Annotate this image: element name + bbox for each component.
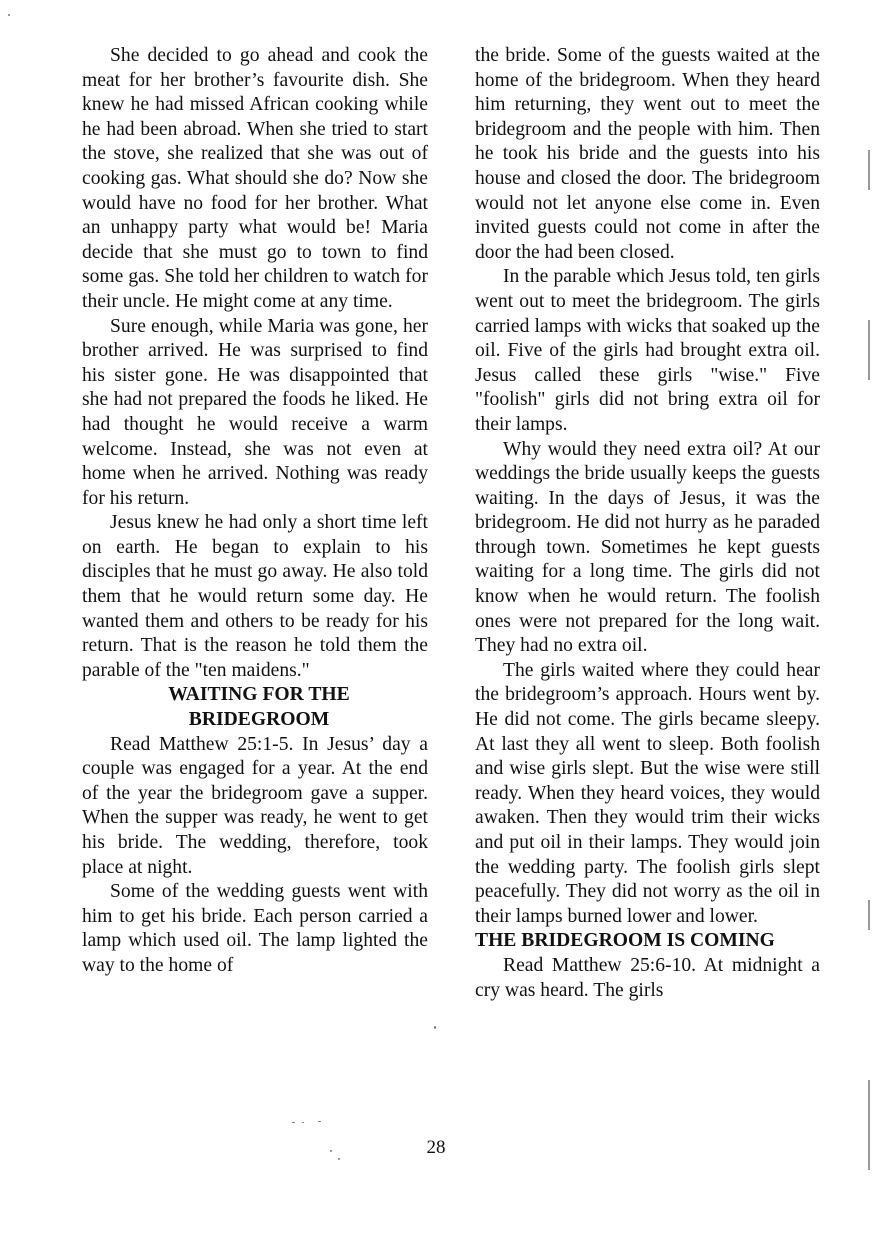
paragraph: She decided to go ahead and cook the meat for her brother’s favourite dish. She knew he had missed African cooking while he had been abroad. When she tried to start the stove, she realized that she was out of cooking gas. What should she do? Now she would have no food for her brother. What an unhappy party what would be! Maria decide that she must go to town to find some gas. She told her children to watch for their uncle. He might come at any time. (82, 45, 428, 312)
paragraph: In the parable which Jesus told, ten girls went out to meet the bridegroom. The girls carried lamps with wicks that soaked up the oil. Five of the girls had brought extra oil. Jesus called these girls "wise." Five "foolish" girls did not bring extra oil for their lamps. (475, 266, 820, 435)
scan-speck (434, 1026, 436, 1029)
scan-edge-mark (868, 1080, 870, 1170)
paragraph: Some of the wedding guests went with him to get his bride. Each person carried a lamp which used oil. The lamp lighted the way to the home of (82, 881, 428, 976)
right-column (475, 44, 820, 1003)
section-heading-bridegroom-coming: THE BRIDEGROOM IS COMING (475, 930, 775, 952)
left-column (82, 44, 428, 979)
scan-speck (330, 1150, 332, 1152)
scan-speck (302, 1122, 304, 1123)
scan-edge-mark (868, 320, 870, 380)
paragraph-continuation: the bride. Some of the guests waited at the home of the bridegroom. When they heard him returning, they went out to meet the bridegroom and the people with him. Then he took his bride and the guests into his house and closed the door. The bridegroom would not let anyone else come in. Even invited guests could not come in after the door the had been closed. (475, 45, 820, 263)
paragraph: Jesus knew he had only a short time left on earth. He began to explain to his disciples that he must go away. He also told them that he would return some day. He wanted them and others to be ready for his return. That is the reason he told them the parable of the "ten maidens." (82, 512, 428, 681)
paragraph: The girls waited where they could hear the bridegroom’s approach. Hours went by. He did not come. The girls became sleepy. At last they all went to sleep. Both foolish and wise girls slept. But the wise were still ready. When they heard voices, they would awaken. Then they would trim their wicks and put oil in their lamps. They would join the wedding party. The foolish girls slept peacefully. They did not worry as the oil in their lamps burned lower and lower. (475, 659, 820, 927)
scan-speck (292, 1122, 295, 1123)
paragraph: Read Matthew 25:1-5. In Jesus’ day a couple was engaged for a year. At the end of the year the bridegroom gave a supper. When the supper was ready, he went to get his bride. The wedding, therefore, took place at night. (82, 733, 428, 878)
section-heading-line: WAITING FOR THE (168, 684, 350, 706)
scan-edge-mark (868, 900, 870, 930)
scan-edge-mark (868, 150, 870, 190)
scan-speck (318, 1121, 321, 1122)
scan-speck (338, 1158, 340, 1160)
scan-speck (8, 14, 10, 16)
section-heading-waiting (82, 683, 428, 732)
page-number: 28 (426, 1137, 446, 1158)
paragraph: Why would they need extra oil? At our weddings the bride usually keeps the guests waiting. In the days of Jesus, it was the bridegroom. He did not hurry as he paraded through town. Sometimes he kept guests waiting for a long time. The girls did not know when he would return. The foolish ones were not prepared for the long wait. They had no extra oil. (475, 438, 820, 657)
paragraph: Sure enough, while Maria was gone, her brother arrived. He was surprised to find his sister gone. He was disappointed that she had not prepared the foods he liked. He had thought he would receive a warm welcome. Instead, she was not even at home when he arrived. Nothing was ready for his return. (82, 315, 428, 509)
paragraph: Read Matthew 25:6-10. At midnight a cry was heard. The girls (475, 954, 820, 1001)
section-heading-line: BRIDEGROOM (188, 709, 330, 731)
